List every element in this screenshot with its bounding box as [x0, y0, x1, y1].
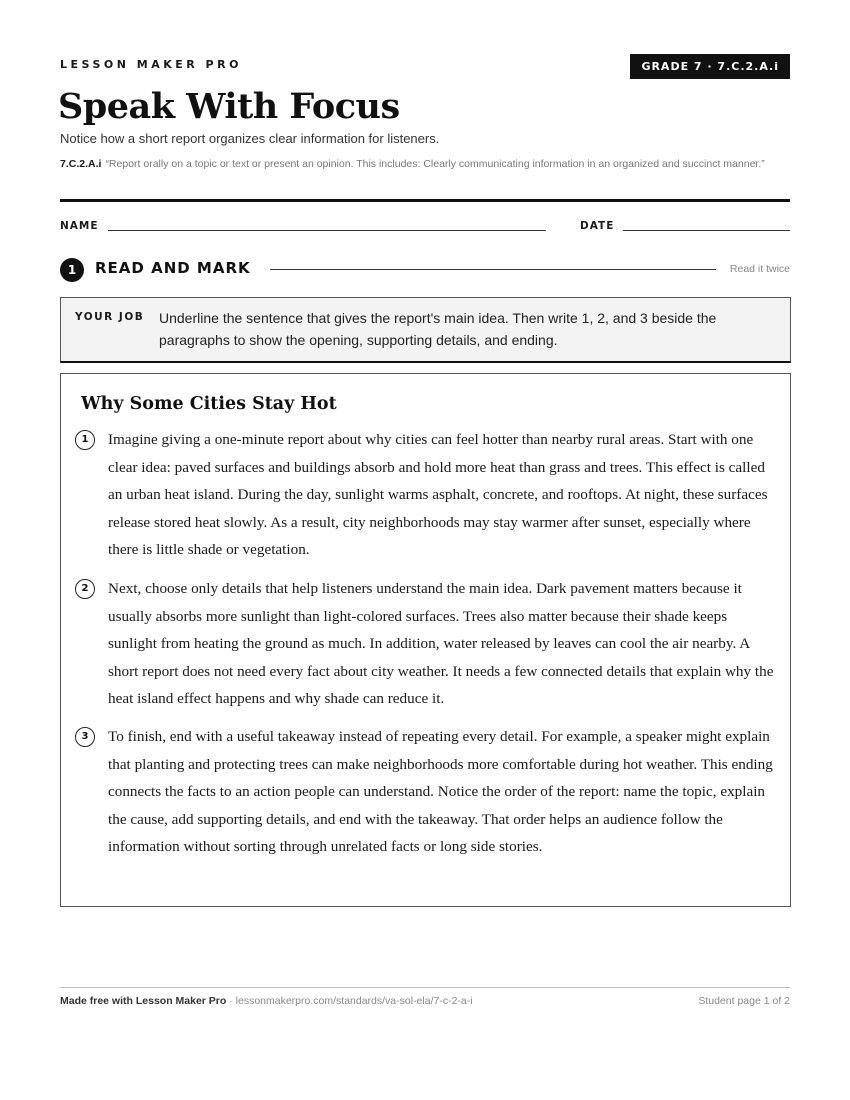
page-subtitle: Notice how a short report organizes clear information for listeners.: [60, 131, 440, 146]
paragraph-text: To finish, end with a useful takeaway instead of repeating every detail. For example, a speaker might explain that planting and protecting trees can make neighborhoods more comfortable during hot weather. This ending connects the facts to an action people can understand. Notice the order of the report: name the topic, explain the cause, add supporting details, and end with the takeaway. That order helps an audience follow the information without sorting through unrelated facts or long side stories.: [108, 728, 773, 856]
section-divider: [270, 269, 716, 270]
footer-page-number: Student page 1 of 2: [698, 995, 790, 1007]
section-number-badge: 1: [60, 258, 84, 282]
paragraph-number-badge: 3: [75, 727, 95, 747]
your-job-box: [60, 297, 791, 363]
grade-badge: GRADE 7 · 7.C.2.A.i: [630, 54, 790, 79]
page-title: Speak With Focus: [58, 86, 400, 127]
section-title: READ AND MARK: [95, 259, 251, 277]
footer-url[interactable]: lessonmakerpro.com/standards/va-sol-ela/7-c-2-a-i: [235, 995, 473, 1007]
section-note: Read it twice: [729, 263, 790, 275]
your-job-instructions: Underline the sentence that gives the report's main idea. Then write 1, 2, and 3 beside the paragraphs to show the opening, supporting details, and ending.: [159, 310, 717, 348]
standard-description: [60, 156, 790, 172]
name-label: NAME: [60, 220, 99, 232]
reading-passage: [60, 373, 791, 907]
footer-separator: ·: [226, 995, 236, 1007]
footer-divider: [60, 987, 790, 988]
header-divider: [60, 199, 790, 202]
paragraph-number-badge: 2: [75, 579, 95, 599]
passage-title: Why Some Cities Stay Hot: [81, 394, 337, 414]
footer-made-with: Made free with Lesson Maker Pro: [60, 995, 227, 1007]
your-job-label: YOUR JOB: [75, 311, 145, 323]
brand-name: LESSON MAKER PRO: [60, 58, 242, 71]
date-label: DATE: [580, 220, 615, 232]
footer-credit: [60, 995, 473, 1007]
standard-code: 7.C.2.A.i: [60, 158, 102, 170]
paragraph-text: Imagine giving a one-minute report about why cities can feel hotter than nearby rural areas. Start with one clear idea: paved surfaces and buildings absorb and hold more heat than grass and trees. This effect is called an urban heat island. During the day, sunlight warms asphalt, concrete, and rooftops. At night, these surfaces release stored heat slowly. As a result, city neighborhoods may stay warmer after sunset, especially where there is little shade or vegetation.: [108, 431, 768, 559]
standard-text: “Report orally on a topic or text or present an opinion. This includes: Clearly communicating information in an organized and succinct manner.”: [105, 158, 765, 170]
paragraph-text: Next, choose only details that help listeners understand the main idea. Dark pavement matters because it usually absorbs more sunlight than light-colored surfaces. Trees also matter because their shade keeps sunlight from heating the ground as much. In addition, water released by leaves can cool the air nearby. A short report does not need every fact about city weather. It needs a few connected details that explain why the heat island effect happens and why shade can reduce it.: [108, 580, 774, 708]
name-field[interactable]: [108, 230, 546, 231]
date-field[interactable]: [623, 230, 790, 231]
paragraph-number-badge: 1: [75, 430, 95, 450]
